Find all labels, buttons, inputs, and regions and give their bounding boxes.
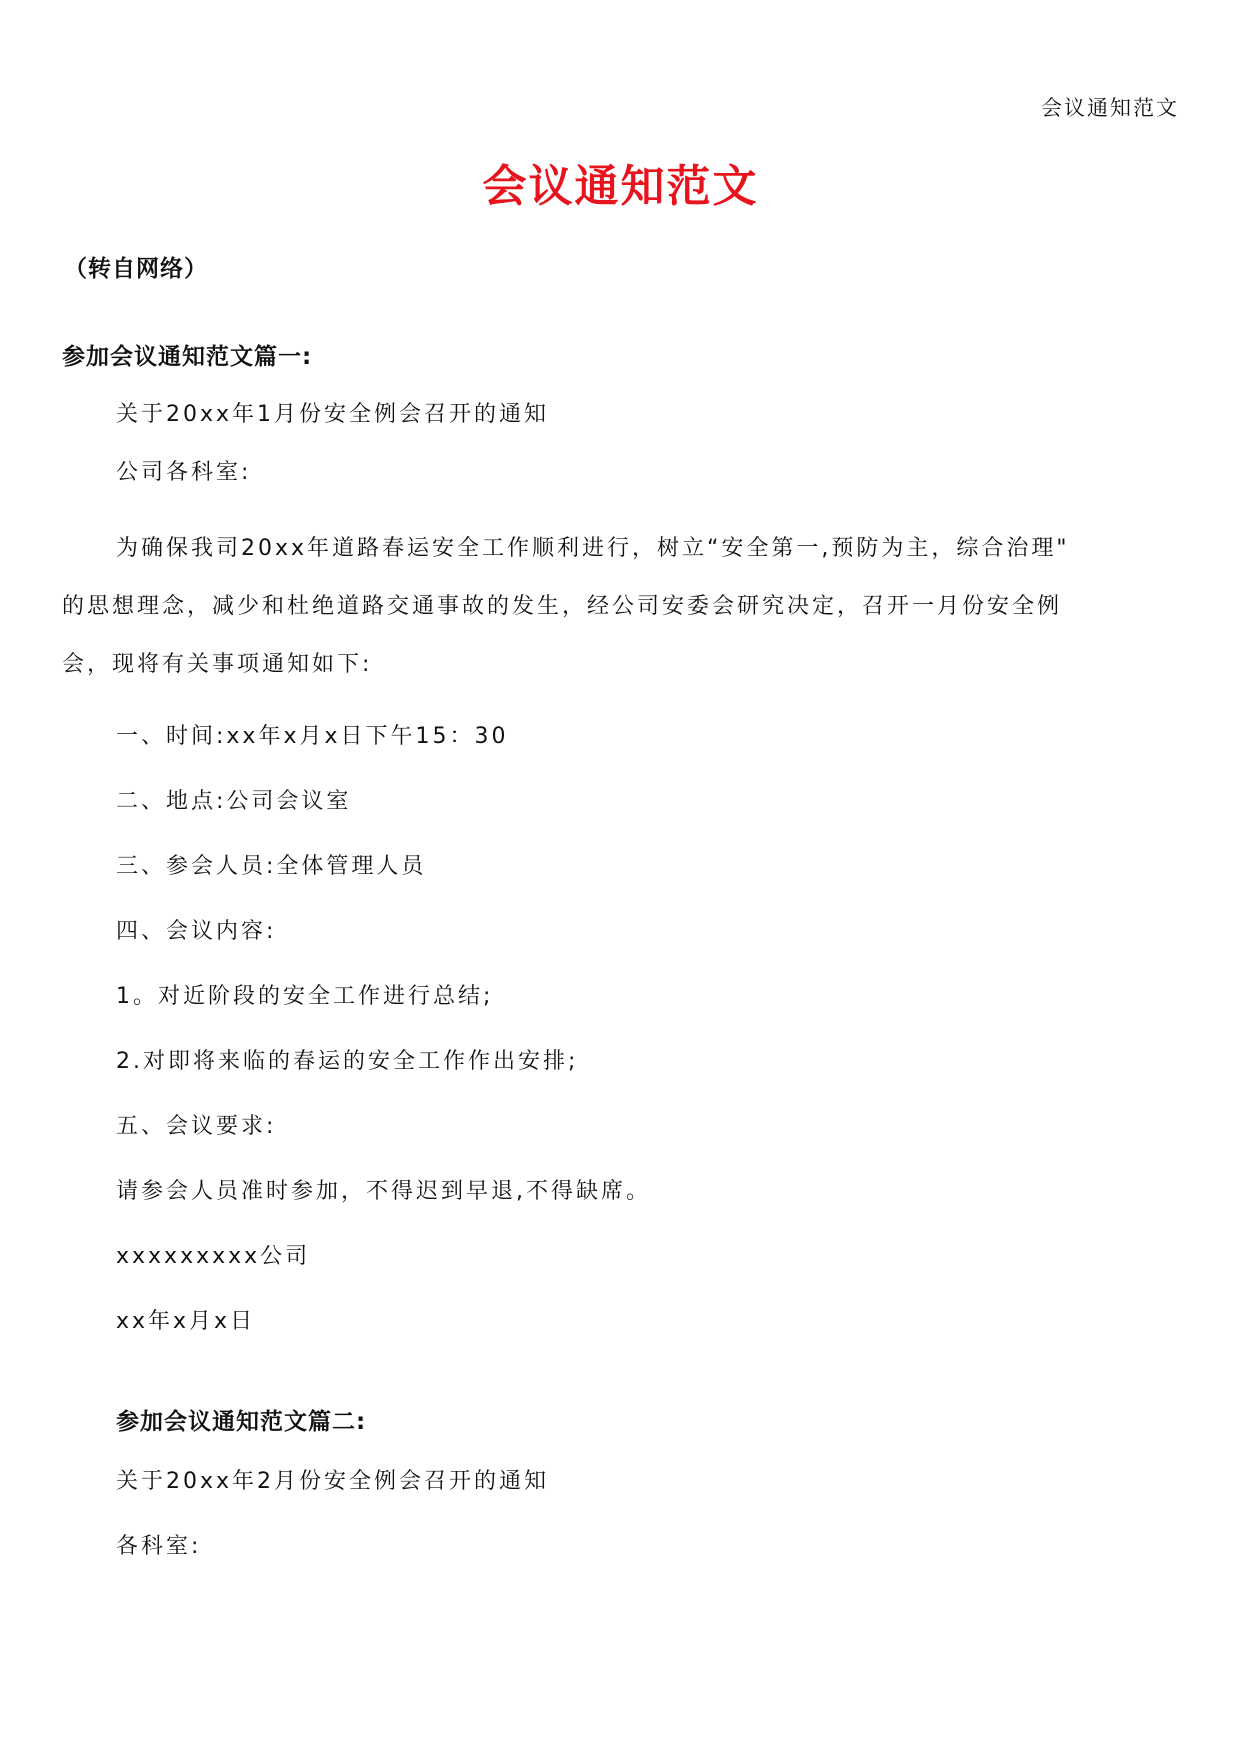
section1-paragraph-line1: 为确保我司20xx年道路春运安全工作顺利进行，树立“安全第一,预防为主，综合治理" [116,536,1070,561]
section1-heading: 参加会议通知范文篇一: [62,344,313,370]
section1-salutation: 公司各科室: [116,460,252,485]
section1-item-content: 四、会议内容: [116,919,277,944]
section1-item-place: 二、地点:公司会议室 [116,789,352,814]
section1-paragraph-line3: 会，现将有关事项通知如下: [62,652,373,677]
document-title: 会议通知范文 [482,161,759,212]
section2-heading: 参加会议通知范文篇二: [116,1409,367,1435]
running-header: 会议通知范文 [1041,96,1179,120]
section1-notice-title: 关于20xx年1月份安全例会召开的通知 [116,402,550,427]
section1-item-time: 一、时间:xx年x月x日下午15：30 [116,724,509,749]
section1-item-attendees: 三、参会人员:全体管理人员 [116,854,427,879]
section1-paragraph-line2: 的思想理念，减少和杜绝道路交通事故的发生，经公司安委会研究决定，召开一月份安全例 [62,594,1063,619]
section2-notice-title: 关于20xx年2月份安全例会召开的通知 [116,1469,550,1494]
section1-date: xx年x月x日 [116,1309,256,1334]
section1-content-1: 1。对近阶段的安全工作进行总结; [116,984,494,1009]
section1-item-requirements: 五、会议要求: [116,1114,277,1139]
section2-salutation: 各科室: [116,1534,202,1559]
section1-requirement-text: 请参会人员准时参加，不得迟到早退,不得缺席。 [116,1179,651,1204]
section1-content-2: 2.对即将来临的春运的安全工作作出安排; [116,1049,579,1074]
section1-company: xxxxxxxxx公司 [116,1244,311,1269]
source-note: （转自网络） [64,256,208,282]
